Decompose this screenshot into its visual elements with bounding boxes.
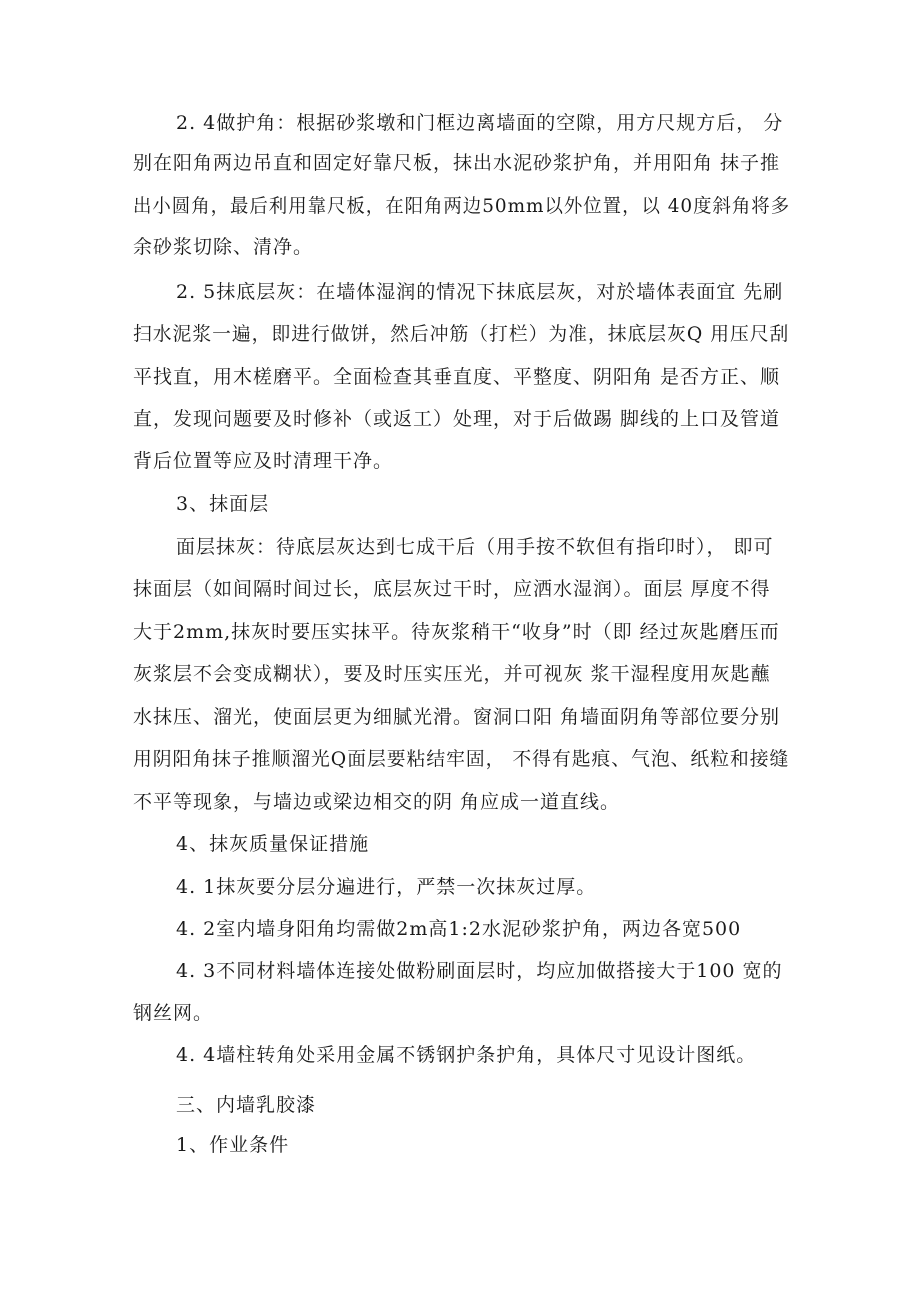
- text-line: 用阴阳角抹子推顺溜光Q面层要粘结牢固， 不得有匙痕、气泡、纸粒和接缝: [133, 748, 790, 770]
- text-line: 2. 5抹底层灰：在墙体湿润的情况下抹底层灰，对於墙体表面宜 先刷: [176, 281, 784, 303]
- section-heading: 1、作业条件: [176, 1134, 290, 1156]
- text-line: 余砂浆切除、清净。: [133, 236, 314, 258]
- text-line: 4. 1抹灰要分层分遍进行，严禁一次抹灰过厚。: [176, 876, 597, 898]
- text-line: 灰浆层不会变成糊状），要及时压实压光，并可视灰 浆干湿程度用灰匙蘸: [133, 663, 771, 685]
- text-line: 钢丝网。: [133, 1002, 214, 1024]
- text-line: 水抹压、溜光，使面层更为细腻光滑。窗洞口阳 角墙面阴角等部位要分别: [133, 706, 781, 728]
- text-line: 平找直，用木槎磨平。全面检查其垂直度、平整度、阴阳角 是否方正、顺: [133, 366, 781, 388]
- section-heading: 三、内墙乳胶漆: [176, 1094, 317, 1116]
- text-line: 出小圆角，最后利用靠尺板，在阳角两边50mm以外位置，以 40度斜角将多: [133, 195, 791, 217]
- text-line: 不平等现象，与墙边或梁边相交的阴 角应成一道直线。: [133, 791, 621, 813]
- text-line: 背后位置等应及时清理干净。: [133, 450, 394, 472]
- text-line: 2. 4做护角：根据砂浆墩和门框边离墙面的空隙，用方尺规方后， 分: [176, 112, 784, 134]
- text-line: 直，发现问题要及时修补（或返工）处理，对于后做踢 脚线的上口及管道: [133, 408, 781, 430]
- section-heading: 3、抹面层: [176, 493, 270, 515]
- text-line: 抹面层（如间隔时间过长，底层灰过干时，应洒水湿润）。面层 厚度不得: [133, 578, 771, 600]
- text-line: 4. 4墙柱转角处采用金属不锈钢护条护角，具体尺寸见设计图纸。: [176, 1044, 757, 1066]
- text-line: 4. 3不同材料墙体连接处做粉刷面层时，均应加做搭接大于100 宽的: [176, 960, 783, 982]
- text-line: 4. 2室内墙身阳角均需做2m高1:2水泥砂浆护角，两边各宽500: [176, 918, 742, 940]
- text-line: 别在阳角两边吊直和固定好靠尺板，抹出水泥砂浆护角，并用阳角 抹子推: [133, 152, 781, 174]
- text-line: 大于2mm,抹灰时要压实抹平。待灰浆稍干“收身”时（即 经过灰匙磨压而: [133, 621, 780, 643]
- text-line: 扫水泥浆一遍，即进行做饼，然后冲筋（打栏）为准，抹底层灰Q 用压尺刮: [133, 323, 790, 345]
- text-line: 面层抹灰：待底层灰达到七成干后（用手按不软但有指印时）， 即可: [176, 536, 774, 558]
- section-heading: 4、抹灰质量保证措施: [176, 833, 370, 855]
